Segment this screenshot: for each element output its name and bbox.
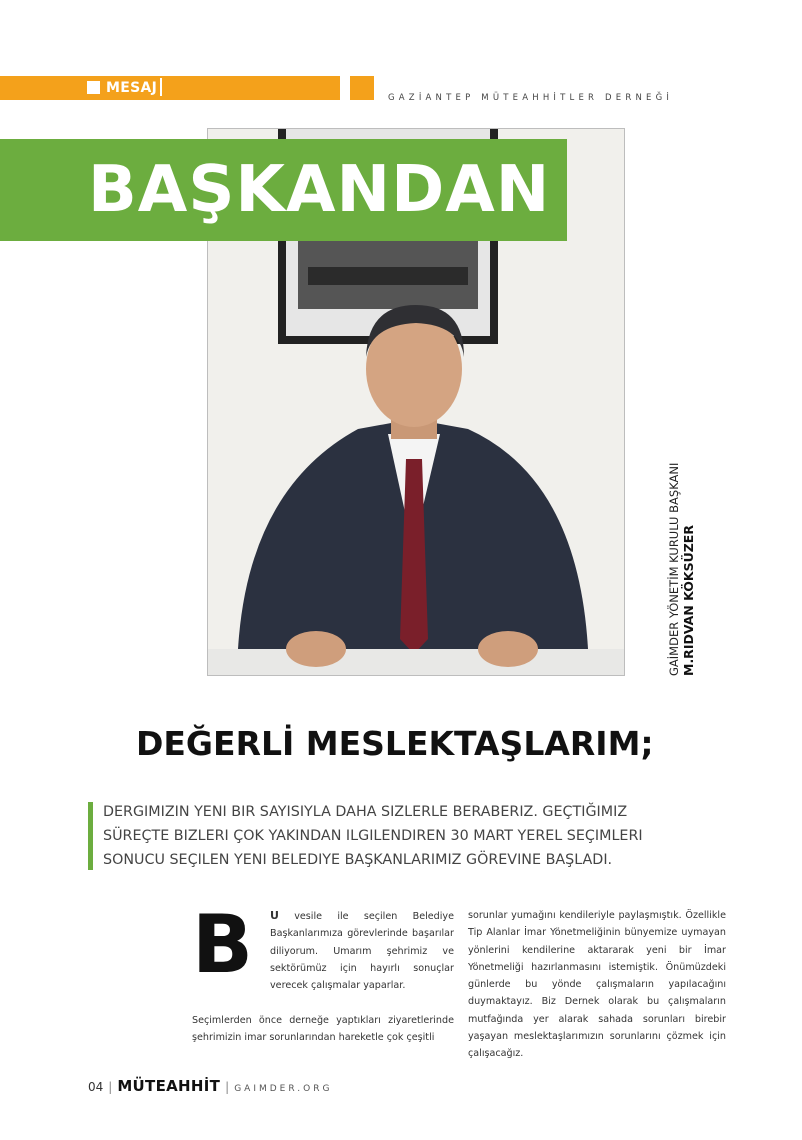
body-col1-paragraph-2: Seçimlerden önce derneğe yaptıkları ziyaretlerinde şehrimizin imar sorunlarından hareketle çok çeşitli: [192, 1015, 454, 1044]
magazine-brand: MÜTEAHHİT: [117, 1077, 221, 1095]
page-title: BAŞKANDAN: [88, 153, 551, 227]
section-label: MESAJ: [106, 80, 158, 96]
lead-accent-bar: [88, 802, 93, 870]
organization-name: GAZİANTEP MÜTEAHHİTLER DERNEĞİ: [388, 93, 674, 103]
caption-name: M.RIDVAN KÖKSÜZER: [681, 525, 696, 676]
section-divider: [160, 78, 162, 96]
website-link[interactable]: GAIMDER.ORG: [234, 1084, 333, 1094]
header-accent-bar: [0, 76, 340, 100]
body-col1-paragraph-1: vesile ile seçilen Belediye Başkanlarımıza görevlerinde başarılar diliyorum. Umarım şehrimiz ve sektörümüz için hayırlı sonuçlar verecek çalışmalar yaparlar.: [270, 911, 454, 992]
header-accent-block: [350, 76, 374, 100]
drop-cap: B: [192, 898, 253, 991]
footer-separator-2: |: [225, 1080, 230, 1094]
page-number: 04: [88, 1080, 104, 1094]
article-headline: DEĞERLİ MESLEKTAŞLARIM;: [136, 724, 654, 763]
caption-role: GAİMDER YÖNETİM KURULU BAŞKANI: [667, 462, 681, 676]
photo-caption: [667, 463, 697, 676]
lead-paragraph: DERGIMIZIN YENI BIR SAYISIYLA DAHA SIZLERLE BERABERIZ. GEÇTIĞIMIZ SÜREÇTE BIZLERI ÇOK YAKINDAN ILGILENDIREN 30 MART YEREL SEÇIMLERI SONUCU SEÇILEN YENI BELEDIYE BAŞKANLARIMIZ GÖREVINE BAŞLADI.: [103, 804, 643, 868]
body-column-2: sorunlar yumağını kendileriyle paylaşmıştık. Özellikle Tip Alanlar İmar Yönetmeliğinin bünyemize uymayan yönlerini kendilerine aktararak yeni bir İmar Yönetmeliği hazırlanmasını istemiştik. Önümüzdeki günlerde bu yönde çalışmaların yapılacağını duymaktayız. Biz Dernek olarak bu çalışmaların mutfağında yer alarak sahada sorunları birebir yaşayan meslektaşlarımızın sorunlarını çözmek için çalışacağız.: [468, 910, 726, 1060]
page-footer: [88, 1077, 332, 1098]
body-column-1: [270, 907, 454, 994]
first-letter-bold: U: [270, 909, 279, 922]
section-square-icon: [87, 81, 100, 94]
footer-separator: |: [108, 1080, 113, 1094]
